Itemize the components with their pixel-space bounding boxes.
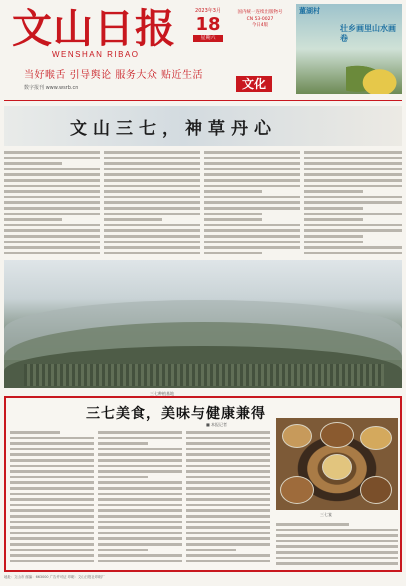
text-line [104,218,162,221]
masthead [0,0,406,100]
text-line [104,190,200,193]
text-line [4,235,100,238]
text-line [4,173,100,176]
text-line [104,241,200,244]
text-line [4,196,100,199]
text-line [10,442,94,445]
text-line [204,246,300,249]
text-line [304,168,402,171]
text-line [186,532,270,535]
text-line [186,442,270,445]
text-line [10,532,94,535]
text-line [10,453,94,456]
text-line [4,151,100,154]
text-line [304,241,363,244]
text-line [204,185,300,188]
text-line [98,431,182,434]
website-line: 数字报刊 www.wsrb.cn [24,85,79,91]
date-box [193,8,223,42]
text-line [98,504,182,507]
text-line [98,493,182,496]
text-line [304,207,363,210]
text-line [4,179,100,182]
article1-body-col4 [304,150,402,256]
article2-food-photo [276,418,398,510]
text-line [98,448,182,451]
text-line [204,162,300,165]
text-line [104,185,200,188]
text-line [186,448,270,451]
text-line [4,190,100,193]
text-line [4,252,100,255]
text-line [10,437,94,440]
article1-headline-banner [4,106,402,146]
issue-line: CN 53-0027 [246,16,274,22]
text-line [186,465,270,468]
issue-line: 国内统一连续出版物号 [237,10,283,15]
text-line [276,540,398,543]
text-line [98,465,182,468]
text-line [4,241,100,244]
text-line [4,162,62,165]
text-line [98,476,148,479]
text-line [276,523,349,526]
text-line [10,554,94,557]
article2-box [4,396,402,572]
issue-info [230,10,290,30]
text-line [186,509,270,512]
text-line [186,498,270,501]
article1-photo-caption: 三七种植基地 [150,391,174,396]
text-line [204,168,300,171]
slogan: 当好喉舌 引导舆论 服务大众 贴近生活 [24,70,204,81]
text-line [304,179,402,182]
text-line [104,235,200,238]
promo-title: 董湖村 [299,7,320,15]
text-line [98,560,182,563]
text-line [186,487,270,490]
text-line [186,459,270,462]
text-line [304,190,363,193]
text-line [98,459,182,462]
text-line [98,509,182,512]
text-line [186,560,270,563]
text-line [104,162,200,165]
text-line [10,470,94,473]
text-line [4,157,100,160]
issue-line: 今日4版 [251,23,269,28]
text-line [10,476,94,479]
text-line [186,549,236,552]
text-line [186,481,270,484]
article2-body-col4 [276,522,398,568]
text-line [104,246,200,249]
text-line [304,213,402,216]
text-line [204,224,300,227]
text-line [204,151,300,154]
text-line [98,453,182,456]
text-line [204,218,262,221]
article2-body-col3 [186,430,270,568]
text-line [10,526,94,529]
text-line [104,151,200,154]
text-line [98,537,182,540]
text-line [4,207,100,210]
article2-body-col2 [98,430,182,568]
text-line [4,229,100,232]
text-line [186,470,270,473]
text-line [98,521,182,524]
article1-body-col3 [204,150,300,256]
text-line [304,224,402,227]
text-line [98,442,148,445]
text-line [276,545,398,548]
text-line [10,448,94,451]
newspaper-logo: 文山日报 [12,5,176,52]
promo-banner[interactable] [296,4,402,94]
text-line [10,459,94,462]
text-line [10,560,94,563]
text-line [186,476,270,479]
article1-landscape-photo [4,260,402,388]
text-line [304,201,402,204]
newspaper-logo-english: WENSHAN RIBAO [52,50,140,59]
text-line [98,498,182,501]
text-line [10,493,94,496]
text-line [10,549,94,552]
text-line [186,543,270,546]
promo-landscape-image [346,56,402,94]
text-line [276,557,398,560]
text-line [10,498,94,501]
text-line [4,201,100,204]
text-line [276,551,398,554]
text-line [276,534,398,537]
text-line [104,207,200,210]
text-line [104,201,200,204]
text-line [186,453,270,456]
text-line [276,562,398,565]
article1-headline: 文山三七，神草丹心 [70,119,277,139]
text-line [10,537,94,540]
text-line [304,229,402,232]
text-line [10,543,94,546]
text-line [304,185,402,188]
text-line [304,196,402,199]
text-line [4,224,100,227]
text-line [98,487,182,490]
text-line [204,213,262,216]
text-line [98,532,182,535]
text-line [204,241,300,244]
text-line [10,521,94,524]
text-line [98,549,148,552]
text-line [104,229,200,232]
text-line [304,235,363,238]
text-line [98,470,182,473]
text-line [304,246,402,249]
text-line [4,185,100,188]
text-line [204,201,300,204]
text-line [104,213,200,216]
text-line [104,224,200,227]
text-line [10,487,94,490]
promo-subtitle: 壮乡画里山水画卷 [340,24,396,43]
text-line [186,526,270,529]
text-line [104,252,200,255]
text-line [304,218,363,221]
text-line [104,168,200,171]
text-line [104,173,200,176]
text-line [204,207,300,210]
text-line [304,151,402,154]
text-line [186,554,270,557]
text-line [204,196,300,199]
date-weekday: 星期六 [193,35,223,42]
text-line [204,179,300,182]
text-line [104,157,200,160]
text-line [4,218,62,221]
text-line [10,509,94,512]
text-line [204,190,262,193]
text-line [104,179,200,182]
text-line [98,437,182,440]
text-line [204,173,300,176]
text-line [98,515,182,518]
article2-body-col1 [10,430,94,568]
text-line [98,554,182,557]
page-footer: 地址：文山市 邮编：663000 广告许可证 印刷：文山日报社印刷厂 [4,575,105,579]
text-line [10,515,94,518]
text-line [204,235,300,238]
text-line [186,504,270,507]
text-line [186,537,270,540]
text-line [186,521,270,524]
text-line [10,465,94,468]
text-line [186,437,270,440]
text-line [10,431,60,434]
text-line [276,529,398,532]
text-line [186,493,270,496]
masthead-divider [4,100,402,101]
text-line [204,157,300,160]
article1-body-col2 [104,150,200,256]
section-badge: 文化 [236,76,272,92]
text-line [98,543,182,546]
text-line [186,431,270,434]
text-line [10,504,94,507]
text-line [10,481,94,484]
text-line [4,246,100,249]
text-line [304,173,402,176]
article1-body-col1 [4,150,100,256]
text-line [204,252,262,255]
text-line [204,229,300,232]
article2-headline: 三七美食，美味与健康兼得 [86,406,266,422]
text-line [104,196,200,199]
article2-byline: ■ 本报记者 [206,422,228,427]
article2-photo-caption: 三七宴 [320,512,332,517]
text-line [98,481,182,484]
date-month: 2023年3月 [195,8,221,14]
text-line [186,515,270,518]
text-line [304,252,402,255]
text-line [4,213,100,216]
date-day: 18 [195,14,221,35]
text-line [304,162,402,165]
text-line [98,526,182,529]
text-line [304,157,402,160]
text-line [4,168,100,171]
